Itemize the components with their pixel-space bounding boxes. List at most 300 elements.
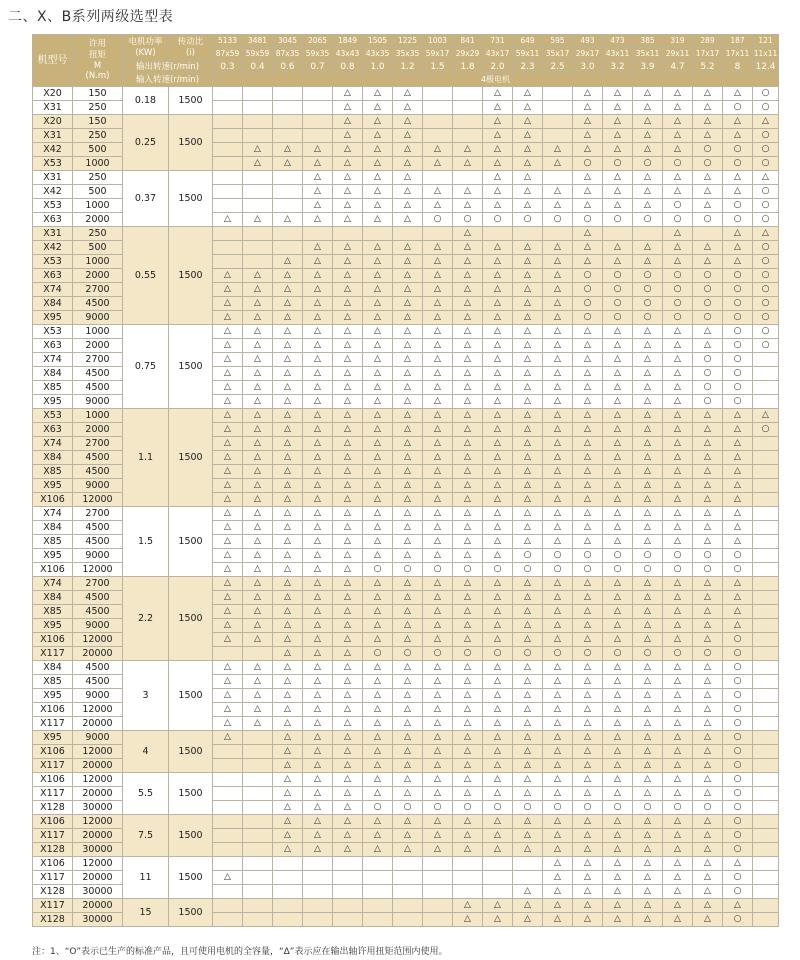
triangle-mark: △ (573, 787, 603, 801)
empty-cell (753, 353, 779, 367)
triangle-mark: △ (663, 339, 693, 353)
triangle-mark: △ (483, 339, 513, 353)
triangle-mark: △ (633, 591, 663, 605)
torque-cell: 30000 (73, 885, 123, 899)
torque-cell: 1000 (73, 255, 123, 269)
circle-mark: ○ (693, 283, 723, 297)
model-cell: X20 (33, 87, 73, 101)
triangle-mark: △ (363, 115, 393, 129)
triangle-mark: △ (273, 563, 303, 577)
torque-cell: 9000 (73, 311, 123, 325)
triangle-mark: △ (453, 605, 483, 619)
torque-cell: 150 (73, 87, 123, 101)
triangle-mark: △ (663, 493, 693, 507)
circle-mark: ○ (753, 311, 779, 325)
triangle-mark: △ (453, 689, 483, 703)
circle-mark: ○ (723, 913, 753, 927)
triangle-mark: △ (363, 661, 393, 675)
model-cell: X128 (33, 843, 73, 857)
triangle-mark: △ (453, 185, 483, 199)
ratio-top-cell: 841 (453, 35, 483, 48)
torque-label-4: (N.m) (85, 71, 110, 82)
triangle-mark: △ (213, 619, 243, 633)
model-cell: X128 (33, 885, 73, 899)
model-cell: X42 (33, 185, 73, 199)
empty-cell (243, 199, 273, 213)
empty-cell (753, 605, 779, 619)
triangle-mark: △ (513, 437, 543, 451)
circle-mark: ○ (723, 157, 753, 171)
triangle-mark: △ (213, 465, 243, 479)
model-cell: X53 (33, 255, 73, 269)
circle-mark: ○ (753, 157, 779, 171)
torque-cell: 2700 (73, 577, 123, 591)
power-cell: 1.5 (123, 507, 169, 577)
empty-cell (753, 647, 779, 661)
empty-cell (243, 171, 273, 185)
triangle-mark: △ (513, 157, 543, 171)
triangle-mark: △ (393, 283, 423, 297)
empty-cell (243, 871, 273, 885)
triangle-mark: △ (303, 745, 333, 759)
triangle-mark: △ (303, 367, 333, 381)
triangle-mark: △ (663, 913, 693, 927)
triangle-mark: △ (423, 367, 453, 381)
torque-cell: 2000 (73, 339, 123, 353)
triangle-mark: △ (573, 689, 603, 703)
ratio-factor-cell: 59x35 (303, 48, 333, 61)
triangle-mark: △ (453, 773, 483, 787)
empty-cell (543, 227, 573, 241)
triangle-mark: △ (693, 437, 723, 451)
triangle-mark: △ (453, 675, 483, 689)
triangle-mark: △ (483, 899, 513, 913)
model-cell: X106 (33, 745, 73, 759)
circle-mark: ○ (393, 647, 423, 661)
triangle-mark: △ (483, 143, 513, 157)
triangle-mark: △ (363, 241, 393, 255)
triangle-mark: △ (393, 815, 423, 829)
triangle-mark: △ (303, 731, 333, 745)
circle-mark: ○ (753, 129, 779, 143)
triangle-mark: △ (693, 675, 723, 689)
triangle-mark: △ (543, 745, 573, 759)
triangle-mark: △ (453, 493, 483, 507)
empty-cell (753, 773, 779, 787)
triangle-mark: △ (363, 185, 393, 199)
torque-cell: 500 (73, 143, 123, 157)
empty-cell (423, 857, 453, 871)
ratio-top-cell: 187 (723, 35, 753, 48)
empty-cell (213, 171, 243, 185)
empty-cell (753, 745, 779, 759)
input-speed-cell: 1500 (169, 661, 213, 731)
triangle-mark: △ (663, 143, 693, 157)
triangle-mark: △ (363, 843, 393, 857)
torque-cell: 2000 (73, 423, 123, 437)
triangle-mark: △ (213, 549, 243, 563)
power-cell: 15 (123, 899, 169, 927)
circle-mark: ○ (693, 381, 723, 395)
triangle-mark: △ (633, 605, 663, 619)
triangle-mark: △ (453, 255, 483, 269)
empty-cell (243, 647, 273, 661)
triangle-mark: △ (723, 255, 753, 269)
output-speed-cell: 1.8 (453, 61, 483, 74)
empty-cell (753, 675, 779, 689)
triangle-mark: △ (363, 381, 393, 395)
triangle-mark: △ (693, 115, 723, 129)
model-cell: X95 (33, 549, 73, 563)
triangle-mark: △ (273, 843, 303, 857)
triangle-mark: △ (723, 899, 753, 913)
empty-cell (423, 885, 453, 899)
circle-mark: ○ (723, 829, 753, 843)
triangle-mark: △ (363, 311, 393, 325)
triangle-mark: △ (603, 619, 633, 633)
triangle-mark: △ (243, 269, 273, 283)
triangle-mark: △ (213, 563, 243, 577)
empty-cell (693, 227, 723, 241)
triangle-mark: △ (213, 521, 243, 535)
triangle-mark: △ (303, 549, 333, 563)
triangle-mark: △ (243, 423, 273, 437)
empty-cell (483, 227, 513, 241)
triangle-mark: △ (723, 115, 753, 129)
triangle-mark: △ (603, 367, 633, 381)
circle-mark: ○ (753, 269, 779, 283)
triangle-mark: △ (333, 451, 363, 465)
circle-mark: ○ (753, 199, 779, 213)
triangle-mark: △ (483, 591, 513, 605)
triangle-mark: △ (273, 689, 303, 703)
empty-cell (393, 857, 423, 871)
circle-mark: ○ (723, 269, 753, 283)
triangle-mark: △ (543, 591, 573, 605)
triangle-mark: △ (513, 885, 543, 899)
triangle-mark: △ (243, 689, 273, 703)
triangle-mark: △ (543, 437, 573, 451)
triangle-mark: △ (543, 185, 573, 199)
output-speed-cell: 2.5 (543, 61, 573, 74)
model-cell: X74 (33, 577, 73, 591)
empty-cell (303, 227, 333, 241)
torque-cell: 20000 (73, 829, 123, 843)
triangle-mark: △ (603, 661, 633, 675)
circle-mark: ○ (723, 647, 753, 661)
circle-mark: ○ (483, 801, 513, 815)
triangle-mark: △ (363, 787, 393, 801)
ratio-top-cell: 595 (543, 35, 573, 48)
triangle-mark: △ (213, 437, 243, 451)
power-cell: 0.37 (123, 171, 169, 227)
triangle-mark: △ (363, 213, 393, 227)
triangle-mark: △ (603, 717, 633, 731)
triangle-mark: △ (423, 297, 453, 311)
empty-cell (213, 227, 243, 241)
triangle-mark: △ (213, 703, 243, 717)
empty-cell (243, 857, 273, 871)
ratio-top-cell: 1225 (393, 35, 423, 48)
triangle-mark: △ (663, 185, 693, 199)
triangle-mark: △ (513, 633, 543, 647)
circle-mark: ○ (723, 339, 753, 353)
triangle-mark: △ (693, 815, 723, 829)
triangle-mark: △ (303, 647, 333, 661)
triangle-mark: △ (243, 703, 273, 717)
triangle-mark: △ (633, 325, 663, 339)
triangle-mark: △ (273, 605, 303, 619)
triangle-mark: △ (363, 479, 393, 493)
circle-mark: ○ (393, 801, 423, 815)
triangle-mark: △ (483, 381, 513, 395)
triangle-mark: △ (603, 535, 633, 549)
triangle-mark: △ (213, 381, 243, 395)
triangle-mark: △ (363, 549, 393, 563)
triangle-mark: △ (693, 899, 723, 913)
empty-cell (753, 843, 779, 857)
triangle-mark: △ (213, 507, 243, 521)
triangle-mark: △ (363, 283, 393, 297)
circle-mark: ○ (633, 269, 663, 283)
torque-cell: 30000 (73, 843, 123, 857)
output-speed-cell: 1.0 (363, 61, 393, 74)
ratio-factor-cell: 87x35 (273, 48, 303, 61)
empty-cell (273, 857, 303, 871)
ratio-factor-cell: 43x11 (603, 48, 633, 61)
triangle-mark: △ (303, 773, 333, 787)
triangle-mark: △ (453, 283, 483, 297)
torque-cell: 20000 (73, 647, 123, 661)
triangle-mark: △ (633, 199, 663, 213)
triangle-mark: △ (393, 465, 423, 479)
triangle-mark: △ (453, 325, 483, 339)
triangle-mark: △ (543, 661, 573, 675)
triangle-mark: △ (423, 661, 453, 675)
triangle-mark: △ (663, 661, 693, 675)
triangle-mark: △ (603, 773, 633, 787)
triangle-mark: △ (243, 451, 273, 465)
triangle-mark: △ (603, 829, 633, 843)
triangle-mark: △ (273, 269, 303, 283)
empty-cell (483, 857, 513, 871)
triangle-mark: △ (483, 535, 513, 549)
triangle-mark: △ (303, 185, 333, 199)
triangle-mark: △ (483, 493, 513, 507)
triangle-mark: △ (363, 423, 393, 437)
triangle-mark: △ (333, 325, 363, 339)
triangle-mark: △ (513, 451, 543, 465)
torque-cell: 2700 (73, 507, 123, 521)
triangle-mark: △ (453, 703, 483, 717)
torque-header (73, 35, 123, 87)
circle-mark: ○ (543, 801, 573, 815)
triangle-mark: △ (243, 619, 273, 633)
triangle-mark: △ (483, 241, 513, 255)
ratio-factor-cell: 87x59 (213, 48, 243, 61)
triangle-mark: △ (303, 479, 333, 493)
torque-cell: 12000 (73, 633, 123, 647)
triangle-mark: △ (663, 423, 693, 437)
triangle-mark: △ (333, 605, 363, 619)
circle-mark: ○ (543, 647, 573, 661)
torque-cell: 9000 (73, 619, 123, 633)
triangle-mark: △ (723, 171, 753, 185)
triangle-mark: △ (423, 451, 453, 465)
torque-cell: 4500 (73, 535, 123, 549)
ratio-factor-cell: 35x11 (633, 48, 663, 61)
triangle-mark: △ (213, 633, 243, 647)
power-cell: 0.18 (123, 87, 169, 115)
triangle-mark: △ (213, 535, 243, 549)
circle-mark: ○ (423, 563, 453, 577)
triangle-mark: △ (603, 493, 633, 507)
triangle-mark: △ (453, 199, 483, 213)
triangle-mark: △ (753, 409, 779, 423)
ratio-factor-cell: 43x43 (333, 48, 363, 61)
ratio-top-cell: 289 (693, 35, 723, 48)
triangle-mark: △ (273, 255, 303, 269)
triangle-mark: △ (573, 367, 603, 381)
triangle-mark: △ (393, 703, 423, 717)
triangle-mark: △ (633, 255, 663, 269)
triangle-mark: △ (303, 507, 333, 521)
triangle-mark: △ (663, 885, 693, 899)
triangle-mark: △ (363, 367, 393, 381)
triangle-mark: △ (573, 339, 603, 353)
circle-mark: ○ (723, 871, 753, 885)
triangle-mark: △ (393, 185, 423, 199)
triangle-mark: △ (693, 493, 723, 507)
empty-cell (243, 241, 273, 255)
circle-mark: ○ (663, 269, 693, 283)
triangle-mark: △ (303, 255, 333, 269)
triangle-mark: △ (633, 787, 663, 801)
triangle-mark: △ (243, 717, 273, 731)
triangle-mark: △ (603, 815, 633, 829)
torque-cell: 20000 (73, 759, 123, 773)
triangle-mark: △ (573, 591, 603, 605)
triangle-mark: △ (543, 493, 573, 507)
circle-mark: ○ (453, 213, 483, 227)
triangle-mark: △ (723, 423, 753, 437)
empty-cell (243, 731, 273, 745)
triangle-mark: △ (543, 451, 573, 465)
triangle-mark: △ (303, 717, 333, 731)
triangle-mark: △ (453, 745, 483, 759)
triangle-mark: △ (603, 255, 633, 269)
circle-mark: ○ (723, 367, 753, 381)
triangle-mark: △ (393, 213, 423, 227)
footnote: 注：1、“O”表示已生产的标准产品，且可使用电机的全容量，“Δ”表示应在输出轴许用扭矩范围内使用。 (32, 947, 448, 957)
triangle-mark: △ (243, 367, 273, 381)
triangle-mark: △ (573, 255, 603, 269)
triangle-mark: △ (483, 423, 513, 437)
ratio-top-cell: 1003 (423, 35, 453, 48)
triangle-mark: △ (693, 199, 723, 213)
triangle-mark: △ (273, 339, 303, 353)
output-speed-cell: 3.0 (573, 61, 603, 74)
circle-mark: ○ (663, 199, 693, 213)
triangle-mark: △ (243, 493, 273, 507)
power-cell: 4 (123, 731, 169, 773)
triangle-mark: △ (453, 339, 483, 353)
empty-cell (303, 115, 333, 129)
triangle-mark: △ (573, 885, 603, 899)
triangle-mark: △ (273, 535, 303, 549)
triangle-mark: △ (513, 605, 543, 619)
triangle-mark: △ (633, 913, 663, 927)
circle-mark: ○ (663, 213, 693, 227)
circle-mark: ○ (753, 101, 779, 115)
triangle-mark: △ (513, 423, 543, 437)
circle-mark: ○ (573, 297, 603, 311)
circle-mark: ○ (723, 885, 753, 899)
triangle-mark: △ (543, 857, 573, 871)
triangle-mark: △ (723, 241, 753, 255)
output-speed-cell: 1.5 (423, 61, 453, 74)
triangle-mark: △ (243, 381, 273, 395)
empty-cell (753, 871, 779, 885)
circle-mark: ○ (723, 101, 753, 115)
triangle-mark: △ (543, 871, 573, 885)
triangle-mark: △ (333, 87, 363, 101)
triangle-mark: △ (543, 899, 573, 913)
triangle-mark: △ (363, 157, 393, 171)
empty-cell (333, 227, 363, 241)
triangle-mark: △ (243, 521, 273, 535)
circle-mark: ○ (543, 549, 573, 563)
empty-cell (513, 857, 543, 871)
triangle-mark: △ (393, 101, 423, 115)
triangle-mark: △ (303, 829, 333, 843)
triangle-mark: △ (663, 227, 693, 241)
triangle-mark: △ (483, 451, 513, 465)
empty-cell (273, 171, 303, 185)
power-label-1: 电机功率 (128, 36, 163, 47)
model-cell: X42 (33, 241, 73, 255)
triangle-mark: △ (453, 549, 483, 563)
triangle-mark: △ (453, 423, 483, 437)
triangle-mark: △ (393, 549, 423, 563)
torque-cell: 12000 (73, 773, 123, 787)
model-cell: X74 (33, 507, 73, 521)
triangle-mark: △ (693, 535, 723, 549)
triangle-mark: △ (573, 451, 603, 465)
triangle-mark: △ (393, 115, 423, 129)
triangle-mark: △ (573, 479, 603, 493)
triangle-mark: △ (213, 213, 243, 227)
empty-cell (213, 199, 243, 213)
circle-mark: ○ (663, 647, 693, 661)
table-row (33, 115, 779, 129)
circle-mark: ○ (693, 801, 723, 815)
triangle-mark: △ (513, 675, 543, 689)
triangle-mark: △ (303, 535, 333, 549)
triangle-mark: △ (303, 325, 333, 339)
output-speed-cell: 0.6 (273, 61, 303, 74)
triangle-mark: △ (483, 437, 513, 451)
motor-header: 4极电机 (213, 74, 779, 87)
triangle-mark: △ (663, 857, 693, 871)
triangle-mark: △ (393, 717, 423, 731)
triangle-mark: △ (633, 241, 663, 255)
empty-cell (213, 647, 243, 661)
triangle-mark: △ (693, 871, 723, 885)
empty-cell (213, 255, 243, 269)
empty-cell (303, 913, 333, 927)
triangle-mark: △ (333, 843, 363, 857)
